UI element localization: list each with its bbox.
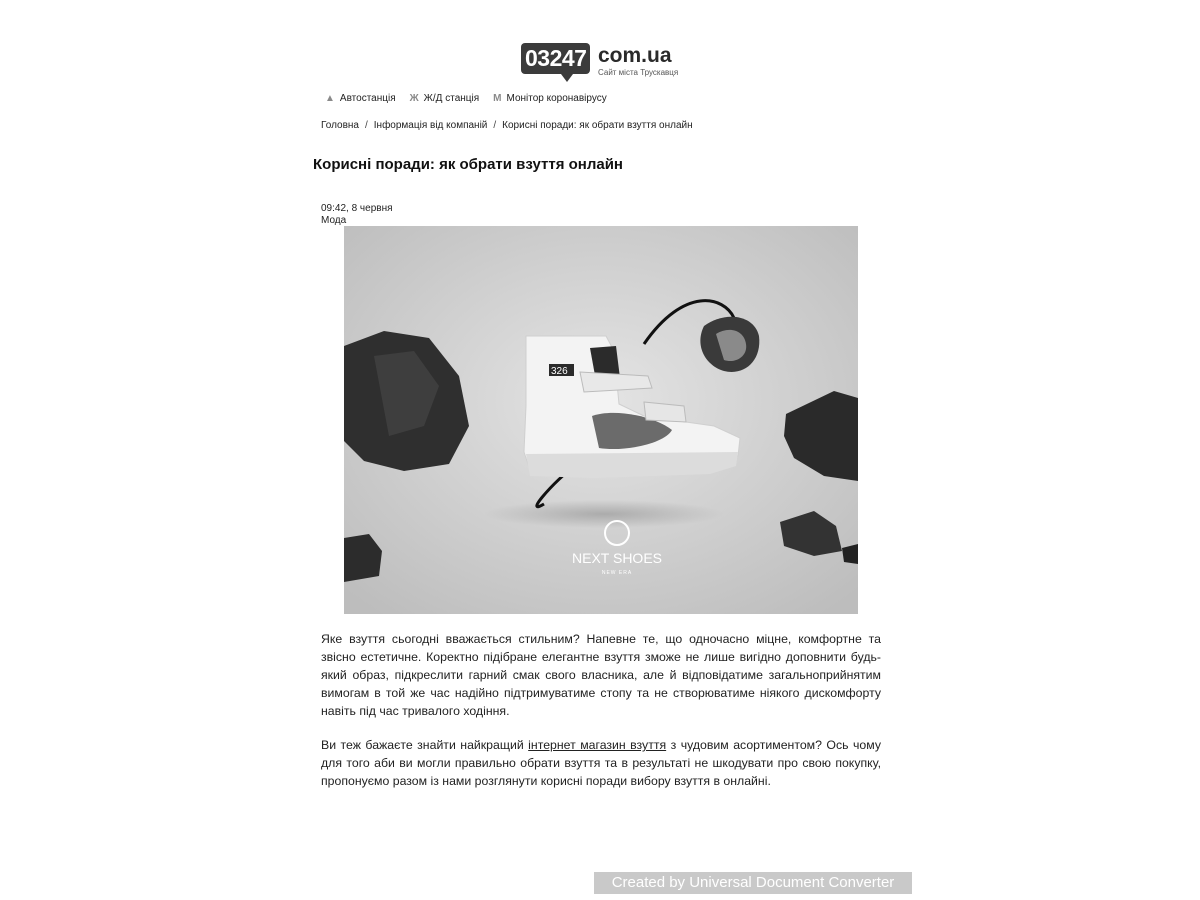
nav-item-train-station[interactable] bbox=[410, 93, 480, 104]
nav-item-covid-monitor[interactable] bbox=[493, 93, 607, 104]
breadcrumb bbox=[321, 120, 693, 131]
logo-tagline: Сайт міста Трускавця bbox=[598, 68, 679, 77]
bus-icon: ▲ bbox=[325, 93, 335, 104]
shoe-number: 326 bbox=[551, 366, 568, 377]
nav-item-bus-station[interactable] bbox=[325, 93, 396, 104]
article-text: з чудовим асортиментом? Ось чому для того аби ви могли правильно обрати взуття та в результаті не шкодувати про свою покупку, пропонуємо разом із нами розглянути корисні поради вибору взуття в онлайні. bbox=[321, 738, 881, 788]
article-category[interactable]: Мода bbox=[321, 215, 347, 226]
image-brand-sub: NEW ERA bbox=[601, 570, 633, 576]
image-brand: NEXT SHOES bbox=[572, 550, 662, 566]
breadcrumb-current: Корисні поради: як обрати взуття онлайн bbox=[502, 120, 693, 131]
nav-item-label: Ж/Д станція bbox=[423, 93, 480, 104]
article-body bbox=[321, 630, 881, 806]
nav-item-label: Монітор коронавірусу bbox=[506, 93, 607, 104]
breadcrumb-separator: / bbox=[365, 120, 368, 131]
train-icon: Ж bbox=[409, 93, 419, 104]
logo-domain: com.ua bbox=[598, 44, 672, 67]
logo-number: 03247 bbox=[521, 43, 590, 74]
article-meta bbox=[321, 203, 393, 227]
article-paragraph: Яке взуття сьогодні вважається стильним? Напевне те, що одночасно міцне, комфортне та звісно естетичне. Коректно підібране елегантне взуття зможе не лише вигідно доповнити будь-який образ, підкреслити гарний смак свого власника, але й відповідатиме загальноприйнятим вимогам в той же час надійно підтримуватиме стопу та не створюватиме ніякого дискомфорту навіть під час тривалого ходіння. bbox=[321, 632, 881, 718]
article-image bbox=[344, 226, 858, 614]
site-logo[interactable] bbox=[521, 43, 686, 83]
top-nav bbox=[325, 93, 607, 104]
shoe-store-link[interactable]: інтернет магазин взуття bbox=[528, 738, 667, 752]
article-text: Ви теж бажаєте знайти найкращий bbox=[321, 738, 529, 752]
breadcrumb-separator: / bbox=[493, 120, 497, 131]
sneaker-photo bbox=[344, 226, 858, 614]
nav-item-label: Автостанція bbox=[339, 93, 396, 104]
breadcrumb-company-info[interactable]: Інформація від компаній bbox=[373, 120, 488, 131]
page-title: Корисні поради: як обрати взуття онлайн bbox=[313, 156, 623, 173]
monitor-icon: M bbox=[493, 93, 502, 104]
article-datetime: 09:42, 8 червня bbox=[321, 203, 393, 214]
converter-watermark: Created by Universal Document Converter bbox=[594, 872, 912, 894]
article-paragraph bbox=[321, 736, 881, 790]
breadcrumb-home[interactable]: Головна bbox=[321, 120, 359, 131]
